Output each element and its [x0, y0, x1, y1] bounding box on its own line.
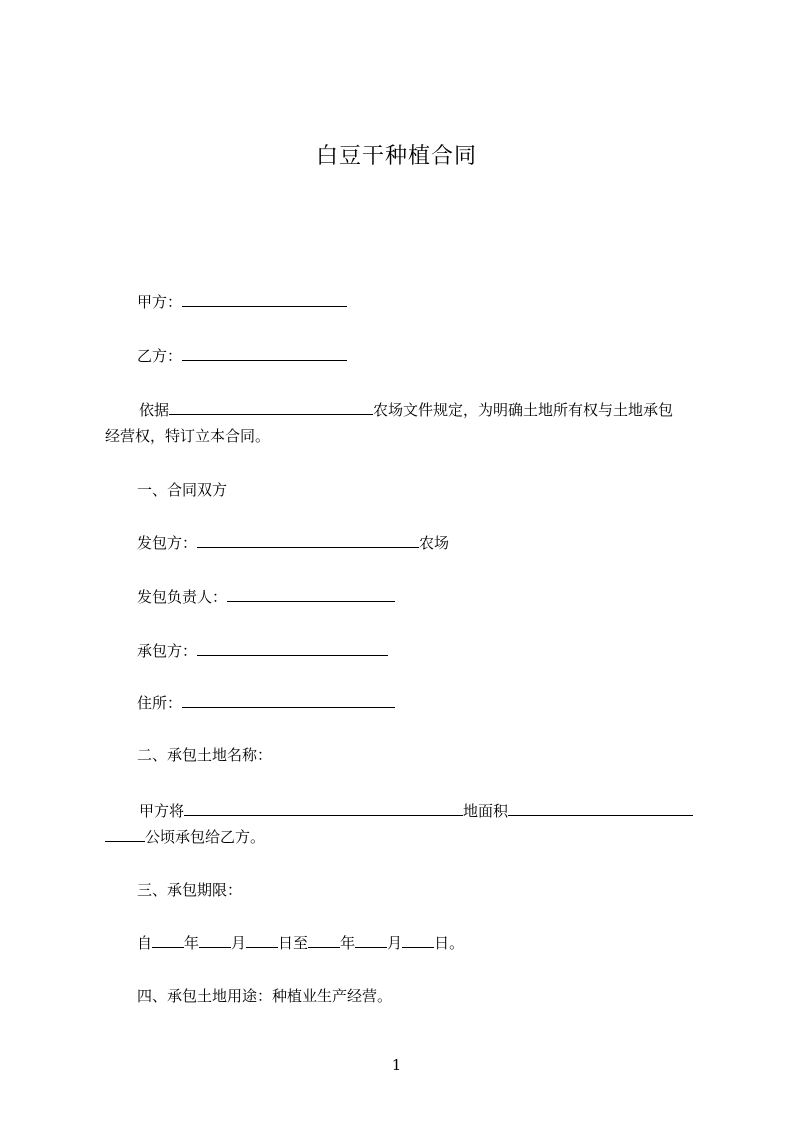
term-month1: 月 — [231, 934, 247, 952]
contractor-head-line — [137, 586, 395, 607]
party-a-blank[interactable] — [182, 291, 347, 307]
term-month2: 月 — [387, 934, 403, 952]
land-prefix: 甲方将 — [139, 802, 185, 820]
document-title: 白豆干种植合同 — [315, 144, 477, 169]
section1-heading: 一、合同双方 — [137, 481, 228, 499]
address-blank[interactable] — [182, 692, 395, 708]
page-number: 1 — [391, 1056, 402, 1074]
land-line2-suffix: 公顷承包给乙方。 — [145, 828, 266, 846]
term-from: 自 — [137, 934, 153, 952]
party-b-line — [137, 345, 347, 366]
party-b-blank[interactable] — [182, 345, 347, 361]
land-line-1 — [139, 800, 693, 821]
contractor-line — [137, 532, 449, 553]
contractor-blank[interactable] — [197, 532, 419, 548]
basis-line2-text: 经营权，特订立本合同。 — [105, 427, 271, 445]
land-area-blank[interactable] — [508, 800, 693, 816]
land-mid: 地面积 — [463, 802, 509, 820]
section2-heading: 二、承包土地名称： — [137, 746, 273, 764]
section3-heading: 三、承包期限： — [137, 881, 243, 899]
contractor-suffix: 农场 — [419, 534, 450, 552]
basis-prefix: 依据 — [139, 401, 170, 419]
contractee-line — [137, 640, 388, 661]
start-day-blank[interactable] — [246, 932, 278, 948]
end-year-blank[interactable] — [308, 932, 340, 948]
contractor-head-label: 发包负责人： — [137, 588, 228, 606]
party-b-label: 乙方： — [137, 347, 183, 365]
basis-line-1 — [139, 399, 673, 420]
term-day1-to: 日至 — [278, 934, 309, 952]
basis-suffix: 农场文件规定，为明确土地所有权与土地承包 — [373, 401, 674, 419]
section4-heading: 四、承包土地用途：种植业生产经营。 — [137, 987, 393, 1005]
contractee-blank[interactable] — [197, 640, 388, 656]
term-day2-end: 日。 — [434, 934, 465, 952]
term-year1: 年 — [184, 934, 200, 952]
basis-farm-blank[interactable] — [169, 399, 373, 415]
land-area-blank-cont[interactable] — [105, 826, 145, 842]
address-label: 住所： — [137, 694, 183, 712]
party-a-label: 甲方： — [137, 293, 183, 311]
contractee-label: 承包方： — [137, 642, 198, 660]
basis-line-2 — [105, 426, 270, 446]
contractor-label: 发包方： — [137, 534, 198, 552]
term-year2: 年 — [340, 934, 356, 952]
term-line — [137, 932, 464, 953]
party-a-line — [137, 291, 347, 312]
contractor-head-blank[interactable] — [227, 586, 395, 602]
address-line — [137, 692, 395, 713]
land-name-blank[interactable] — [184, 800, 463, 816]
start-year-blank[interactable] — [152, 932, 184, 948]
end-day-blank[interactable] — [402, 932, 434, 948]
start-month-blank[interactable] — [199, 932, 231, 948]
land-line-2 — [105, 826, 265, 847]
end-month-blank[interactable] — [355, 932, 387, 948]
